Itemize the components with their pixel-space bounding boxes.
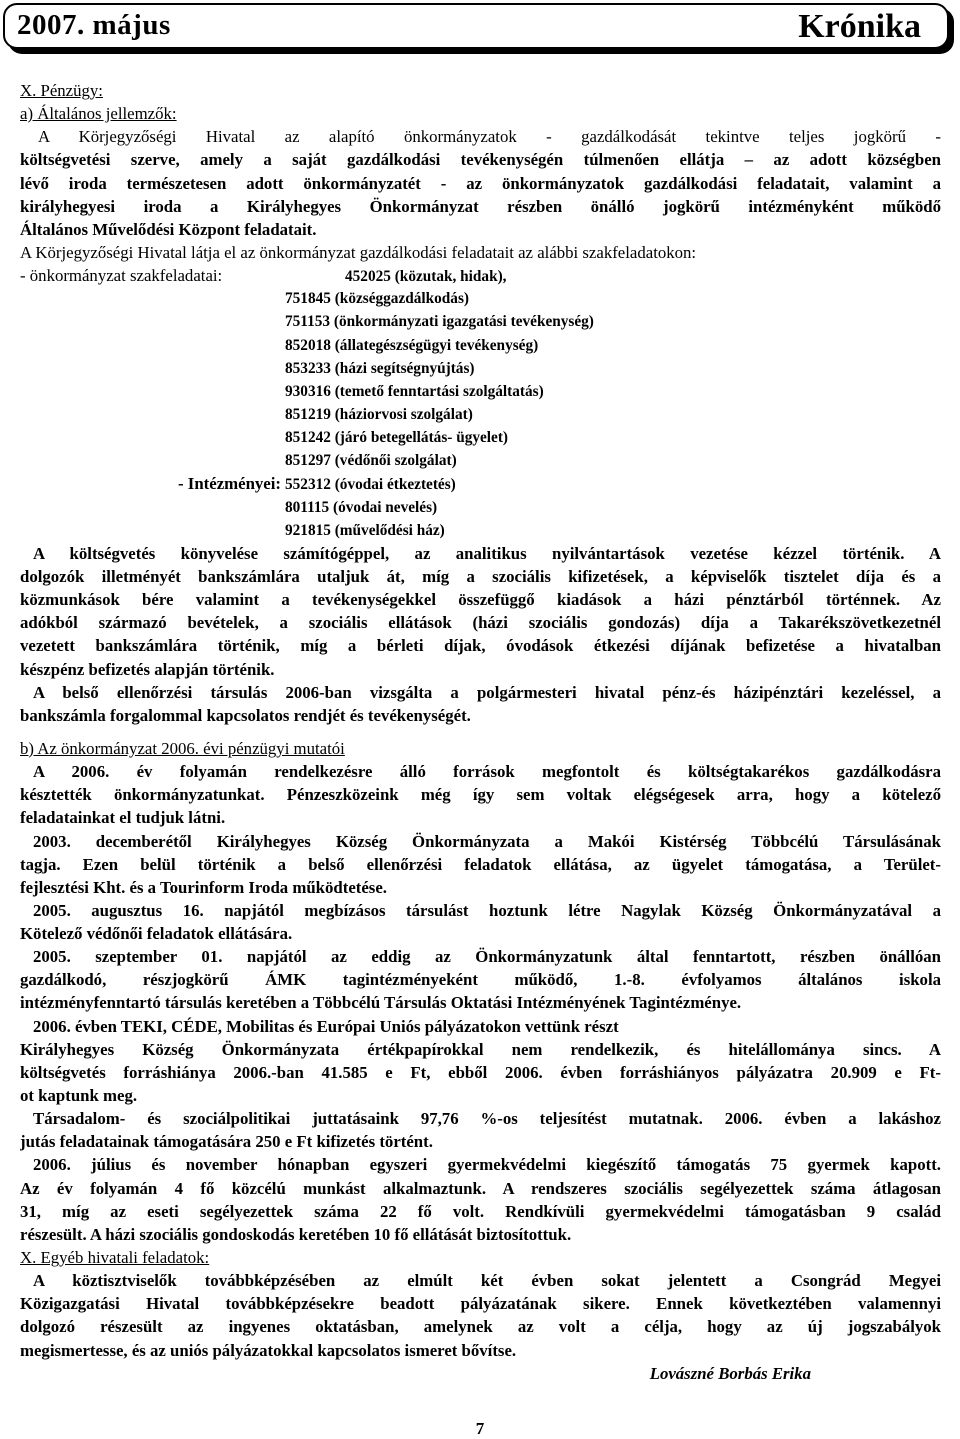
- text-line: A köztisztviselők továbbképzésében az elmúlt két évben sokat jelentett a Csongrád Megyei: [33, 1271, 941, 1291]
- institution-list: [20, 472, 941, 541]
- text-line: királyhegyesi iroda a Királyhegyes Önkormányzat részben önálló jogkörű intézményként működő: [20, 196, 941, 216]
- text-line: Általános Művelődési Központ feladatait.: [20, 219, 317, 239]
- text-line: A 2006. év folyamán rendelkezésre álló források megfontolt és költségtakarékos gazdálkodásra: [33, 762, 941, 782]
- paragraph-general: [20, 125, 941, 241]
- task-code: 751845 (községgazdálkodás): [285, 290, 469, 308]
- text-line: késztették önkormányzatunkat. Pénzeszközeink még így sem voltak elégségesek arra, hogy a kötelező: [20, 785, 941, 805]
- text-line: feladatainkat el tudjuk látni.: [20, 808, 226, 828]
- task-code: 452025 (közutak, hidak),: [345, 268, 507, 286]
- text-line: 2005. augusztus 16. napjától megbízásos társulást hoztunk létre Nagylak Község Önkormányzatával a: [33, 900, 941, 920]
- text-line: A költségvetés könyvelése számítógéppel, az analitikus nyilvántartások vezetése kézzel történik. A: [33, 543, 941, 563]
- text-line: megismertesse, és az uniós pályázatokkal kapcsolatos ismeret bővítse.: [20, 1340, 517, 1360]
- institution-label: - Intézményei:: [178, 474, 281, 494]
- subheading-b: b) Az önkormányzat 2006. évi pénzügyi mutatói: [20, 738, 345, 758]
- task-code: 853233 (házi segítségnyújtás): [285, 359, 475, 377]
- text-line: költségvetés forráshiánya 2006.-ban 41.585 e Ft, ebből 2006. évben forráshiányos pályázatra 20.909 e Ft-: [20, 1062, 941, 1082]
- text-line: lévő iroda természetesen adott önkormányzatét - az önkormányzatok gazdálkodási feladatait, valamint a: [20, 173, 941, 193]
- page-number: 7: [475, 1419, 485, 1438]
- self-task-list: [20, 264, 941, 472]
- text-line: fejlesztési Kht. és a Tourinform Iroda működtetése.: [20, 877, 387, 897]
- text-line: Kötelező védőnői feladatok ellátására.: [20, 924, 293, 944]
- paragraph-training: [20, 1269, 941, 1362]
- task-code: 851219 (háziorvosi szolgálat): [285, 405, 473, 423]
- task-code: 751153 (önkormányzati igazgatási tevékenység): [285, 313, 594, 331]
- task-code: 851297 (védőnői szolgálat): [285, 452, 457, 470]
- paragraph-child-welfare: [20, 1153, 941, 1246]
- document-body: [20, 79, 941, 1385]
- text-line: közmunkások bére valamint a tevékenységekkel összefüggő kiadások a házi pénztárból történnek. Az: [20, 590, 941, 610]
- institution-code: 921815 (művelődési ház): [285, 521, 445, 539]
- header-title: Krónika: [798, 8, 921, 45]
- text-line: dolgozó részesült az ingyenes oktatásban, amelynek az volt a célja, hogy az új jogszabályok: [20, 1317, 941, 1337]
- self-task-label: - önkormányzat szakfeladatai:: [20, 266, 223, 286]
- subheading-a: a) Általános jellemzők:: [20, 104, 177, 124]
- institution-code: 801115 (óvodai nevelés): [285, 498, 438, 516]
- paragraph-social: [20, 1107, 941, 1153]
- paragraph-2003: [20, 830, 941, 899]
- text-line: gazdálkodó, részjogkörű ÁMK tagintézményeként működő, 1.-8. évfolyamos általános iskola: [20, 970, 941, 990]
- text-line: Az év folyamán 4 fő közcélú munkást alkalmaztunk. A rendszeres szociális segélyezettek száma átlagosan: [20, 1178, 941, 1198]
- signature: Lovászné Borbás Erika: [649, 1363, 811, 1383]
- paragraph-2005-sep: [20, 945, 941, 1014]
- paragraph-accounting: [20, 542, 941, 681]
- task-code: 930316 (temető fenntartási szolgáltatás): [285, 382, 544, 400]
- text-line: 31, míg az eseti segélyezettek száma 22 fő volt. Rendkívüli gyermekvédelmi támogatásban 9 család: [20, 1201, 941, 1221]
- text-line: jutás feladatainak támogatására 250 e Ft kifizetés történt.: [20, 1132, 433, 1152]
- paragraph-tenders: 2006. évben TEKI, CÉDE, Mobilitas és Európai Uniós pályázatokon vettünk részt: [33, 1016, 619, 1036]
- header-date: 2007. május: [17, 9, 171, 41]
- institution-code: 552312 (óvodai étkeztetés): [285, 476, 456, 494]
- text-line: A belső ellenőrzési társulás 2006-ban vizsgálta a polgármesteri hivatal pénz-és házipénztári kezeléssel, a: [33, 682, 941, 702]
- paragraph-2005-aug: [20, 899, 941, 945]
- text-line: 2003. decemberétől Királyhegyes Község Önkormányzata a Makói Kistérség Többcélú Társulásának: [33, 831, 941, 851]
- text-line: intézményfenntartó társulás keretében a Többcélú Társulás Oktatási Intézményének Tagintézménye.: [20, 993, 742, 1013]
- text-line: készpénz befizetés alapján történik.: [20, 659, 275, 679]
- text-line: költségvetési szerve, amely a saját gazdálkodási tevékenységén túlmenően ellátja – az adott községben: [20, 150, 941, 170]
- paragraph-debt: [20, 1038, 941, 1107]
- paragraph-2006: [20, 760, 941, 829]
- text-line: bankszámla forgalommal kapcsolatos rendjét és tevékenységét.: [20, 705, 471, 725]
- text-line: Közigazgatási Hivatal továbbképzésekre beadott pályázatának sikere. Ennek következtében valamennyi: [20, 1294, 941, 1314]
- text-line: 2005. szeptember 01. napjától az eddig az Önkormányzatunk által fenntartott, részben önállóan: [33, 947, 941, 967]
- text-line: vezetett bankszámlára történik, míg a bérleti díjak, óvodások étkezési díjának befizetése a hivatalban: [20, 636, 941, 656]
- paragraph-audit: [20, 681, 941, 727]
- text-line: 2006. július és november hónapban egyszeri gyermekvédelmi kiegészítő támogatás 75 gyermek kapott.: [33, 1155, 941, 1175]
- text-line: Királyhegyes Község Önkormányzata értékpapírokkal nem rendelkezik, és hitelállománya sincs. A: [20, 1039, 941, 1059]
- text-line: Társadalom- és szociálpolitikai juttatásaink 97,76 %-os teljesítést mutatnak. 2006. évben a lakáshoz: [33, 1109, 941, 1129]
- task-code: 852018 (állategészségügyi tevékenység): [285, 336, 539, 354]
- section-heading: X. Pénzügy:: [20, 81, 103, 100]
- text-line: részesült. A házi szociális gondoskodás keretében 10 fő ellátását biztosítottuk.: [20, 1224, 572, 1244]
- text-line: adókból származó bevételek, a szociális ellátások (házi szociális gondozás) díja a Takarékszövetkezetnél: [20, 613, 941, 633]
- text-line: ot kaptunk meg.: [20, 1086, 138, 1106]
- section-other-tasks: X. Egyéb hivatali feladatok:: [20, 1248, 210, 1268]
- text-line: tagja. Ezen belül történik a belső ellenőrzési feladatok ellátása, az ügyelet támogatása, a Terület-: [20, 854, 941, 874]
- tasks-intro: A Körjegyzőségi Hivatal látja el az önkormányzat gazdálkodási feladatait az alábbi szakfeladatokon:: [20, 242, 697, 262]
- task-code: 851242 (járó betegellátás- ügyelet): [285, 429, 509, 447]
- text-line: A Körjegyzőségi Hivatal az alapító önkormányzatok - gazdálkodását tekintve teljes jogkörű -: [38, 127, 941, 147]
- page-header: [3, 3, 949, 49]
- text-line: dolgozók illetményét bankszámlára utaljuk át, míg a szociális kifizetések, a képviselők tisztelet díja és a: [20, 566, 941, 586]
